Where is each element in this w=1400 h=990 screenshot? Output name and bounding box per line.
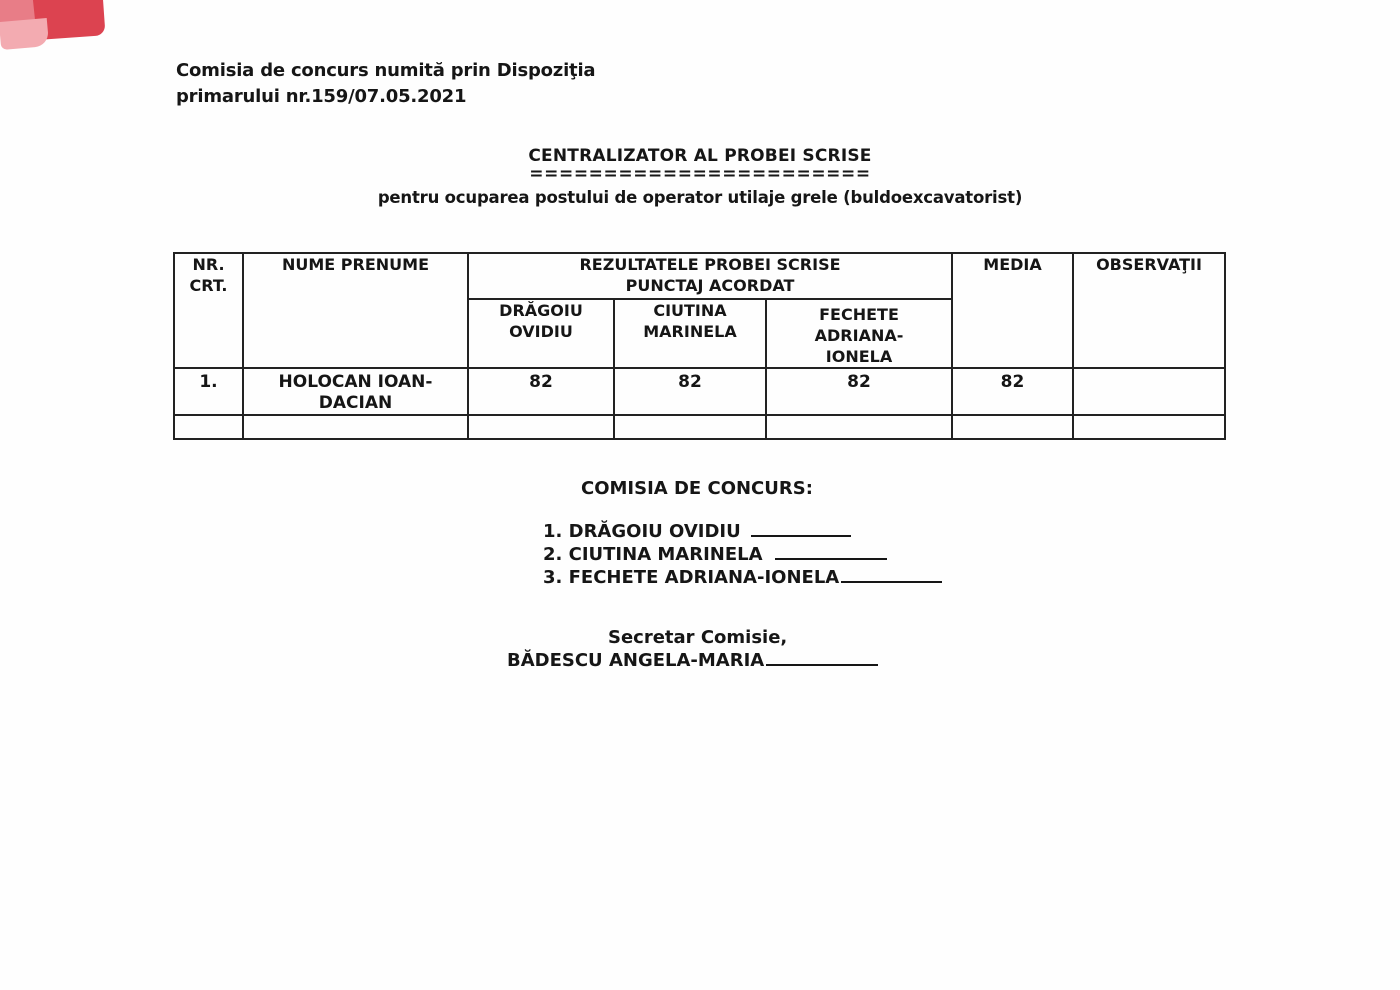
- commission-member: [543, 566, 942, 589]
- col-header-results-group: [468, 253, 952, 299]
- results-group-line1: REZULTATELE PROBEI SCRISE: [579, 255, 841, 274]
- results-group-line2: PUNCTAJ ACORDAT: [625, 276, 795, 295]
- issuer-block: [176, 58, 595, 110]
- observations-value: [1073, 368, 1225, 415]
- col-header-evaluator-3: FECHETE ADRIANA-IONELA: [766, 299, 952, 368]
- score-evaluator-2: [614, 415, 766, 439]
- signature-line: [775, 544, 887, 560]
- commission-member-label: 2. CIUTINA MARINELA: [543, 544, 763, 565]
- red-mark-shape: [0, 18, 49, 50]
- score-evaluator-3: 82: [766, 368, 952, 415]
- commission-member: [543, 543, 942, 566]
- issuer-line-1: Comisia de concurs numită prin Dispoziţia: [176, 60, 596, 81]
- col-header-observatii: OBSERVAŢII: [1073, 253, 1225, 368]
- document-title: CENTRALIZATOR AL PROBEI SCRISE: [528, 146, 872, 166]
- commission-member: [543, 520, 942, 543]
- scan-artifact-red-mark: [0, 0, 115, 55]
- candidate-name: [243, 415, 468, 439]
- col-header-evaluator-1: DRĂGOIU OVIDIU: [468, 299, 614, 368]
- commission-member-label: 1. DRĂGOIU OVIDIU: [543, 521, 741, 542]
- score-evaluator-2: 82: [614, 368, 766, 415]
- score-evaluator-1: 82: [468, 368, 614, 415]
- secretary-name: BĂDESCU ANGELA-MARIA: [507, 650, 765, 671]
- commission-members-list: [543, 520, 942, 589]
- results-table: [173, 252, 1226, 440]
- row-number: 1.: [174, 368, 243, 415]
- table-row-empty: [174, 415, 1225, 439]
- commission-member-label: 3. FECHETE ADRIANA-IONELA: [543, 567, 840, 588]
- secretary-title: Secretar Comisie,: [608, 627, 788, 648]
- table-row-candidate: [174, 368, 1225, 415]
- col-header-nr-crt: NR. CRT.: [174, 253, 243, 368]
- table-header-group-row: [174, 253, 1225, 299]
- media-value: [952, 415, 1073, 439]
- score-evaluator-1: [468, 415, 614, 439]
- col-header-nume-prenume: NUME PRENUME: [243, 253, 468, 368]
- media-value: 82: [952, 368, 1073, 415]
- title-block: [0, 146, 1400, 208]
- signature-line: [751, 521, 851, 537]
- title-underline-rule: =======================: [529, 164, 871, 184]
- document-subtitle: pentru ocuparea postului de operator utilaje grele (buldoexcavatorist): [377, 188, 1023, 207]
- row-number: [174, 415, 243, 439]
- score-evaluator-3: [766, 415, 952, 439]
- signature-line: [841, 567, 942, 583]
- commission-heading: COMISIA DE CONCURS:: [581, 478, 813, 499]
- col-header-evaluator-2: CIUTINA MARINELA: [614, 299, 766, 368]
- signature-line: [766, 650, 878, 666]
- issuer-line-2: primarului nr.159/07.05.2021: [176, 86, 467, 107]
- secretary-name-row: [507, 650, 878, 671]
- col-header-media: MEDIA: [952, 253, 1073, 368]
- candidate-name: HOLOCAN IOAN-DACIAN: [243, 368, 468, 415]
- observations-value: [1073, 415, 1225, 439]
